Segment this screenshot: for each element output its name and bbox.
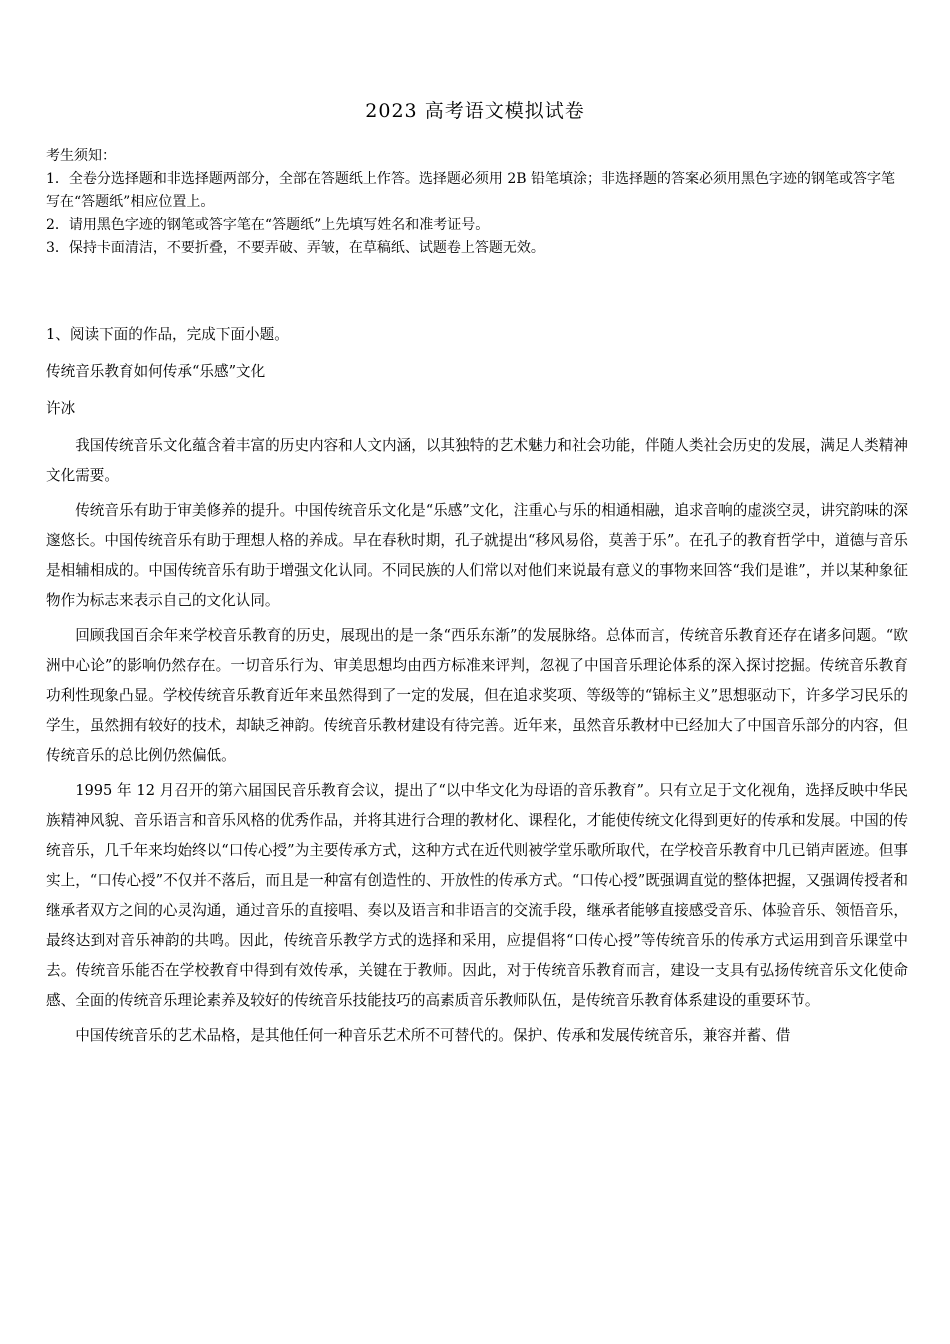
- notice-item: 2．请用黑色字迹的钢笔或答字笔在“答题纸”上先填写姓名和准考证号。: [46, 217, 490, 233]
- article-paragraph: 回顾我国百余年来学校音乐教育的历史，展现出的是一条“西乐东渐”的发展脉络。总体而言，传统音乐教育还存在诸多问题。“欧洲中心论”的影响仍然存在。一切音乐行为、审美思想均由西方标准来评判，忽视了中国音乐理论体系的深入探讨挖掘。传统音乐教育功利性现象凸显。学校传统音乐教育近年来虽然得到了一定的发展，但在追求奖项、等级等的“锦标主义”思想驱动下，许多学习民乐的学生，虽然拥有较好的技术，却缺乏神韵。传统音乐教材建设有待完善。近年来，虽然音乐教材中已经加大了中国音乐部分的内容，但传统音乐的总比例仍然偏低。: [46, 627, 908, 764]
- candidate-notice: [46, 145, 908, 260]
- article-paragraph: 1995 年 12 月召开的第六届国民音乐教育会议，提出了“以中华文化为母语的音乐教育”。只有立足于文化视角，选择反映中华民族精神风貌、音乐语言和音乐风格的优秀作品，并将其进行合理的教材化、课程化，才能使传统文化得到更好的传承和发展。中国的传统音乐，几千年来均始终以“口传心授”为主要传承方式，这种方式在近代则被学堂乐歌所取代，在学校音乐教育中几已销声匿迹。但事实上，“口传心授”不仅并不落后，而且是一种富有创造性的、开放性的传承方式。“口传心授”既强调直觉的整体把握，又强调传授者和继承者双方之间的心灵沟通，通过音乐的直接唱、奏以及语言和非语言的交流手段，继承者能够直接感受音乐、体验音乐、领悟音乐，最终达到对音乐神韵的共鸣。因此，传统音乐教学方式的选择和采用，应提倡将“口传心授”等传统音乐的传承方式运用到音乐课堂中去。传统音乐能否在学校教育中得到有效传承，关键在于教师。因此，对于传统音乐教育而言，建设一支具有弘扬传统音乐文化使命感、全面的传统音乐理论素养及较好的传统音乐技能技巧的高素质音乐教师队伍，是传统音乐教育体系建设的重要环节。: [46, 782, 908, 1009]
- article-paragraph: 我国传统音乐文化蕴含着丰富的历史内容和人文内涵，以其独特的艺术魅力和社会功能，伴随人类社会历史的发展，满足人类精神文化需要。: [46, 437, 908, 484]
- reading-question: [46, 320, 908, 1056]
- notice-item: 1．全卷分选择题和非选择题两部分，全部在答题纸上作答。选择题必须用 2B 铅笔填涂；非选择题的答案必须用黑色字迹的钢笔或答字笔写在“答题纸”相应位置上。: [46, 171, 895, 210]
- article-paragraph: 传统音乐有助于审美修养的提升。中国传统音乐文化是“乐感”文化，注重心与乐的相通相融，追求音响的虚淡空灵，讲究韵味的深邃悠长。中国传统音乐有助于理想人格的养成。早在春秋时期，孔子就提出“移风易俗，莫善于乐”。在孔子的教育哲学中，道德与音乐是相辅相成的。中国传统音乐有助于增强文化认同。不同民族的人们常以对他们来说最有意义的事物来回答“我们是谁”，并以某种象征物作为标志来表示自己的文化认同。: [46, 502, 908, 609]
- article-title: 传统音乐教育如何传承“乐感”文化: [46, 363, 266, 380]
- notice-item: 3．保持卡面清洁，不要折叠，不要弄破、弄皱，在草稿纸、试题卷上答题无效。: [46, 240, 545, 256]
- article-paragraph: 中国传统音乐的艺术品格，是其他任何一种音乐艺术所不可替代的。保护、传承和发展传统音乐，兼容并蓄、借: [75, 1027, 791, 1044]
- article-author: 许冰: [46, 400, 76, 417]
- question-prompt: 1、阅读下面的作品，完成下面小题。: [46, 326, 289, 343]
- exam-title: 2023 高考语文模拟试卷: [365, 100, 585, 122]
- notice-heading: 考生须知：: [46, 148, 116, 164]
